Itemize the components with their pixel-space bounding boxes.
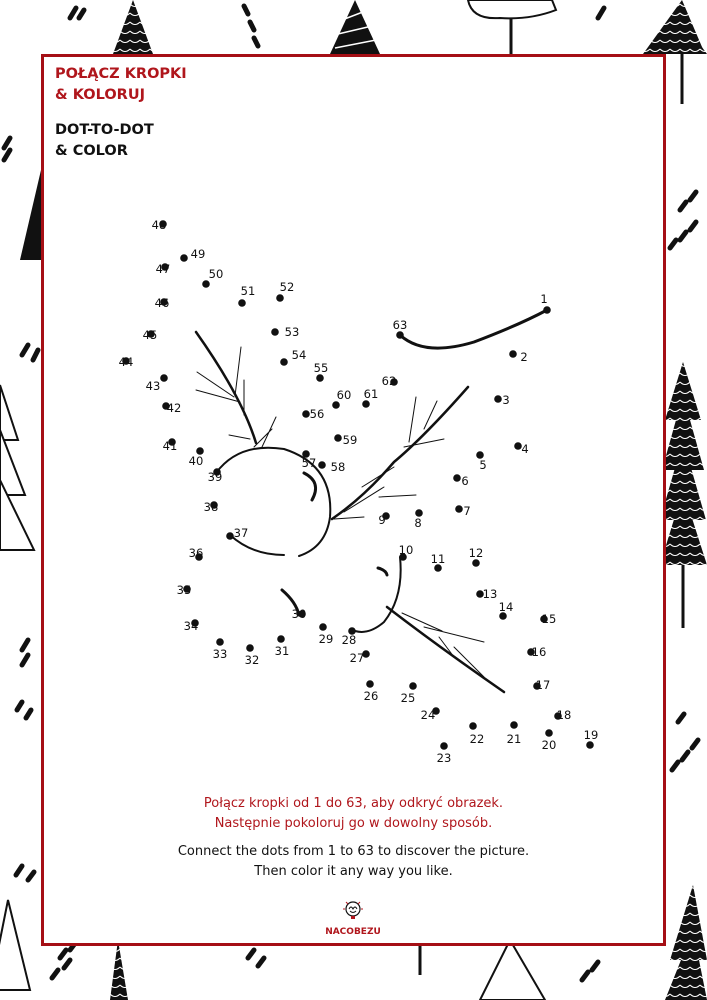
dot-number-10: 10 — [398, 543, 414, 557]
dot-55 — [316, 374, 324, 382]
dot-number-42: 42 — [166, 401, 182, 415]
dot-number-52: 52 — [279, 280, 295, 294]
branch — [334, 487, 416, 519]
dot-number-12: 12 — [468, 546, 484, 560]
dot-56 — [302, 410, 310, 418]
dot-number-34: 34 — [183, 619, 199, 633]
logo-text: NACOBEZU — [325, 927, 381, 937]
branch — [402, 613, 484, 677]
title-polish: POŁĄCZ KROPKI & KOLORUJ — [55, 66, 187, 103]
dot-number-43: 43 — [145, 379, 161, 393]
dot-number-39: 39 — [207, 470, 223, 484]
branch — [196, 347, 244, 415]
lightbulb-brain-icon — [342, 900, 364, 922]
dot-37 — [226, 532, 234, 540]
tree-icon — [113, 0, 153, 54]
dot-number-55: 55 — [313, 361, 329, 375]
dot-25 — [409, 682, 417, 690]
dot-number-3: 3 — [502, 393, 510, 407]
dot-12 — [472, 559, 480, 567]
dot-number-6: 6 — [461, 474, 469, 488]
dot-number-47: 47 — [155, 262, 171, 276]
tree-icon — [480, 940, 545, 1000]
dot-number-38: 38 — [203, 500, 219, 514]
dot-43 — [160, 374, 168, 382]
dot-number-60: 60 — [336, 388, 352, 402]
dot-63 — [396, 331, 404, 339]
dot-31 — [277, 635, 285, 643]
dot-49 — [180, 254, 188, 262]
instructions-polish: Połącz kropki od 1 do 63, aby odkryć obrazek. Następnie pokoloruj go w dowolny sposób. — [203, 796, 504, 831]
stem-line — [400, 310, 547, 348]
dot-number-7: 7 — [463, 504, 471, 518]
dot-number-22: 22 — [469, 732, 485, 746]
tree-icon — [110, 940, 128, 1000]
dot-20 — [545, 729, 553, 737]
dot-number-48: 48 — [151, 218, 167, 232]
dot-number-15: 15 — [541, 612, 557, 626]
tree-icon — [660, 362, 707, 628]
dot-60 — [332, 401, 340, 409]
title-english: DOT-TO-DOT & COLOR — [55, 122, 154, 159]
dot-59 — [334, 434, 342, 442]
dot-2 — [509, 350, 517, 358]
branch — [362, 397, 444, 487]
dot-number-45: 45 — [142, 328, 158, 342]
dot-22 — [469, 722, 477, 730]
dot-19 — [586, 741, 594, 749]
dot-number-57: 57 — [301, 456, 317, 470]
dot-number-28: 28 — [341, 633, 357, 647]
dot-number-23: 23 — [436, 751, 452, 765]
dot-61 — [362, 400, 370, 408]
dot-number-25: 25 — [400, 691, 416, 705]
dot-number-17: 17 — [535, 678, 551, 692]
dot-50 — [202, 280, 210, 288]
dot-number-30: 30 — [291, 607, 307, 621]
dot-number-44: 44 — [118, 355, 134, 369]
dot-58 — [318, 461, 326, 469]
dot-51 — [238, 299, 246, 307]
dot-number-26: 26 — [363, 689, 379, 703]
hook — [378, 568, 387, 575]
dot-number-54: 54 — [291, 348, 307, 362]
dot-number-40: 40 — [188, 454, 204, 468]
dot-32 — [246, 644, 254, 652]
logo — [318, 900, 388, 937]
dot-23 — [440, 742, 448, 750]
dot-number-27: 27 — [349, 651, 365, 665]
dot-number-62: 62 — [381, 374, 397, 388]
hook — [304, 473, 316, 500]
dot-number-16: 16 — [531, 645, 547, 659]
dot-number-41: 41 — [162, 439, 178, 453]
dot-number-1: 1 — [540, 292, 548, 306]
branch — [387, 607, 504, 692]
dot-6 — [453, 474, 461, 482]
dot-number-18: 18 — [556, 708, 572, 722]
dot-number-24: 24 — [420, 708, 436, 722]
dot-number-37: 37 — [233, 526, 249, 540]
dot-number-13: 13 — [482, 587, 498, 601]
branch — [196, 332, 256, 443]
dot-to-dot-picture — [44, 57, 663, 787]
tree-icon — [468, 0, 556, 54]
tree-icon — [665, 885, 707, 1000]
dot-33 — [216, 638, 224, 646]
dot-number-31: 31 — [274, 644, 290, 658]
dot-21 — [510, 721, 518, 729]
dot-number-29: 29 — [318, 632, 334, 646]
dot-number-51: 51 — [240, 284, 256, 298]
dot-26 — [366, 680, 374, 688]
dot-number-46: 46 — [154, 296, 170, 310]
dot-number-21: 21 — [506, 732, 522, 746]
dot-29 — [319, 623, 327, 631]
dot-1 — [543, 306, 551, 314]
dot-number-49: 49 — [190, 247, 206, 261]
tree-icon — [330, 0, 380, 54]
dot-number-63: 63 — [392, 318, 408, 332]
tree-icon — [20, 170, 41, 260]
dot-number-32: 32 — [244, 653, 260, 667]
dot-number-5: 5 — [479, 458, 487, 472]
instructions-english: Connect the dots from 1 to 63 to discover the picture. Then color it any way you like. — [177, 844, 530, 879]
dot-number-9: 9 — [378, 513, 386, 527]
dot-number-35: 35 — [176, 583, 192, 597]
dot-number-4: 4 — [521, 442, 529, 456]
branch — [332, 387, 471, 519]
dot-52 — [276, 294, 284, 302]
dot-7 — [455, 505, 463, 513]
dot-number-53: 53 — [284, 325, 300, 339]
dot-number-50: 50 — [208, 267, 224, 281]
dot-number-20: 20 — [541, 738, 557, 752]
dot-number-2: 2 — [520, 350, 528, 364]
dot-number-33: 33 — [212, 647, 228, 661]
dot-number-8: 8 — [414, 516, 422, 530]
worksheet-frame — [41, 54, 666, 946]
dot-number-19: 19 — [583, 728, 599, 742]
dot-54 — [280, 358, 288, 366]
dot-53 — [271, 328, 279, 336]
dot-number-59: 59 — [342, 433, 358, 447]
dot-number-58: 58 — [330, 460, 346, 474]
dot-number-11: 11 — [430, 552, 446, 566]
tree-icon — [0, 385, 34, 550]
dot-number-61: 61 — [363, 387, 379, 401]
dot-3 — [494, 395, 502, 403]
tree-icon — [0, 900, 30, 990]
dot-number-56: 56 — [309, 407, 325, 421]
dot-number-14: 14 — [498, 600, 514, 614]
dot-number-36: 36 — [188, 546, 204, 560]
